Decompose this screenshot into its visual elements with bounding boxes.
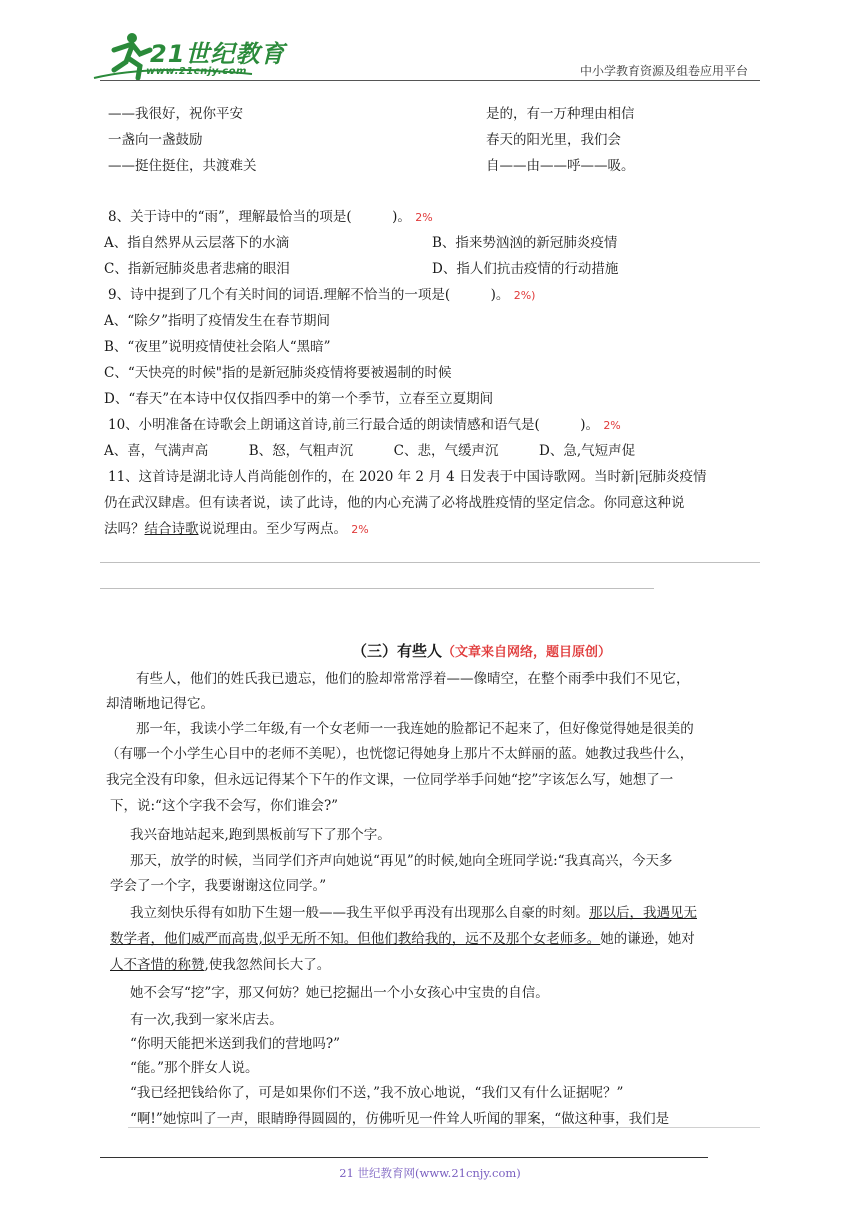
passage-line: 我兴奋地站起来,跑到黑板前写下了那个字。 xyxy=(130,827,391,843)
question-8-stem xyxy=(108,207,433,228)
answer-line xyxy=(100,562,760,563)
passage-underlined: 那以后，我遇见无 xyxy=(589,905,697,921)
question-9-option-c: C、“天快亮的时候"指的是新冠肺炎疫情将要被遏制的时候 xyxy=(104,365,452,381)
question-8-score: 2% xyxy=(415,211,433,224)
passage-line: 有一次,我到一家米店去。 xyxy=(130,1012,283,1028)
question-10-text: 10、小明准备在诗歌会上朗诵这首诗,前三行最合适的朗读情感和语气是( )。 xyxy=(108,417,600,433)
header-divider xyxy=(100,80,760,81)
question-8-text: 8、关于诗中的“雨”，理解最恰当的项是( )。 xyxy=(108,209,411,225)
passage-line: 学会了一个字，我要谢谢这位同学。” xyxy=(110,878,327,894)
passage-line: “你明天能把米送到我们的营地吗?” xyxy=(130,1036,341,1052)
question-11-underlined: 结合诗歌 xyxy=(144,521,199,537)
passage-line: 那天，放学的时候，当同学们齐声向她说“再见”的时候,她向全班同学说:“我真高兴，今天多 xyxy=(130,853,673,869)
passage-line: 她不会写“挖”字，那又何妨？她已挖掘出一个小女孩心中宝贵的自信。 xyxy=(130,985,549,1001)
passage-line: 那一年，我读小学二年级,有一个女老师一一我连她的脸都记不起来了，但好像觉得她是很美的 xyxy=(136,721,694,737)
passage-line: 下，说:“这个字我不会写，你们谁会?” xyxy=(110,798,339,814)
passage-line: “我已经把钱给你了，可是如果你们不送，”我不放心地说，“我们又有什么证据呢？” xyxy=(130,1085,624,1101)
question-10-score: 2% xyxy=(603,419,621,432)
poem-right-line: 自——由——呼——吸。 xyxy=(486,158,635,174)
question-8-option-d: D、指人们抗击疫情的行动措施 xyxy=(432,261,619,277)
passage-text: 她的谦逊，她对 xyxy=(600,931,695,947)
section-3-heading: （三）有些人 xyxy=(352,642,443,660)
question-9-stem xyxy=(108,285,535,306)
question-11-line xyxy=(104,519,369,540)
passage-line: 我完全没有印象，但永远记得某个下午的作文课，一位同学举手问她“挖”字该怎么写，她想了一 xyxy=(106,772,674,788)
question-8-option-a: A、指自然界从云层落下的水滴 xyxy=(104,235,290,251)
question-11-line: 仍在武汉肆虐。但有读者说，读了此诗，他的内心充满了必将战胜疫情的坚定信念。你同意这种说 xyxy=(104,495,685,511)
passage-line: 有些人，他们的姓氏我已遗忘，他们的脸却常常浮着——像晴空，在整个雨季中我们不见它， xyxy=(136,671,690,687)
passage-line xyxy=(130,903,697,923)
passage-underlined: 数学者，他们威严而高贵,似乎无所不知。但他们教给我的，远不及那个女老师多。 xyxy=(110,931,601,947)
question-9-option-b: B、“夜里”说明疫情使社会陷人“黑暗” xyxy=(104,339,331,355)
passage-text: ,使我忽然间长大了。 xyxy=(204,957,331,973)
question-8-option-c: C、指新冠肺炎患者悲痛的眼泪 xyxy=(104,261,290,277)
question-11-text: 法吗？ xyxy=(104,521,145,537)
passage-underlined: 人不吝惜的称赞 xyxy=(110,957,205,973)
logo-url: www.21cnjy.com xyxy=(146,66,247,77)
question-10-stem xyxy=(108,415,621,436)
passage-line xyxy=(110,955,330,975)
question-9-option-a: A、“除夕”指明了疫情发生在春节期间 xyxy=(104,313,331,329)
footer-divider xyxy=(100,1157,708,1158)
poem-left-line: ——我很好，祝你平安 xyxy=(108,106,243,122)
poem-right-line: 是的，有一万种理由相信 xyxy=(486,106,635,122)
question-9-score: 2%) xyxy=(513,289,536,302)
question-11-line: 11、这首诗是湖北诗人肖尚能创作的，在 2020 年 2 月 4 日发表于中国诗歌网。当时新|冠肺炎疫情 xyxy=(108,469,707,485)
question-9-option-d: D、“春天”在本诗中仅仅指四季中的第一个季节，立春至立夏期间 xyxy=(104,391,494,407)
answer-line xyxy=(100,588,654,589)
section-3-title xyxy=(352,640,611,661)
question-11-score: 2% xyxy=(351,523,369,536)
passage-underline-rule xyxy=(128,1127,760,1128)
poem-left-line: ——挺住挺住，共渡难关 xyxy=(108,158,257,174)
poem-right-line: 春天的阳光里，我们会 xyxy=(486,132,621,148)
question-10-options: A、喜，气满声高 B、怒，气粗声沉 C、悲，气缓声沉 D、急,气短声促 xyxy=(104,443,636,459)
header-platform-name: 中小学教育资源及组卷应用平台 xyxy=(579,64,748,78)
footer-text: 21 世纪教育网(www.21cnjy.com) xyxy=(339,1166,521,1180)
question-11-text: 说说理由。至少写两点。 xyxy=(198,521,347,537)
question-8-option-b: B、指来势汹汹的新冠肺炎疫情 xyxy=(432,235,618,251)
poem-left-line: 一盏向一盏鼓励 xyxy=(108,132,203,148)
passage-line: “啊!”她惊叫了一声，眼睛睁得圆圆的，仿佛听见一件耸人听闻的罪案，“做这种事，我们是 xyxy=(130,1111,670,1127)
passage-text: 我立刻快乐得有如肋下生翅一般——我生平似乎再没有出现那么自豪的时刻。 xyxy=(130,905,589,921)
section-3-source-note: （文章来自网络，题目原创） xyxy=(442,645,612,660)
logo-text: 21世纪教育 xyxy=(150,40,286,68)
passage-line: （有哪一个小学生心目中的老师不美呢），也恍惚记得她身上那片不太鲜丽的蓝。她教过我些什么， xyxy=(106,746,694,762)
passage-line: 却清晰地记得它。 xyxy=(106,696,214,712)
passage-line xyxy=(110,929,695,949)
passage-line: “能。”那个胖女人说。 xyxy=(130,1060,259,1076)
question-9-text: 9、诗中提到了几个有关时间的词语.理解不恰当的一项是( )。 xyxy=(108,287,510,303)
